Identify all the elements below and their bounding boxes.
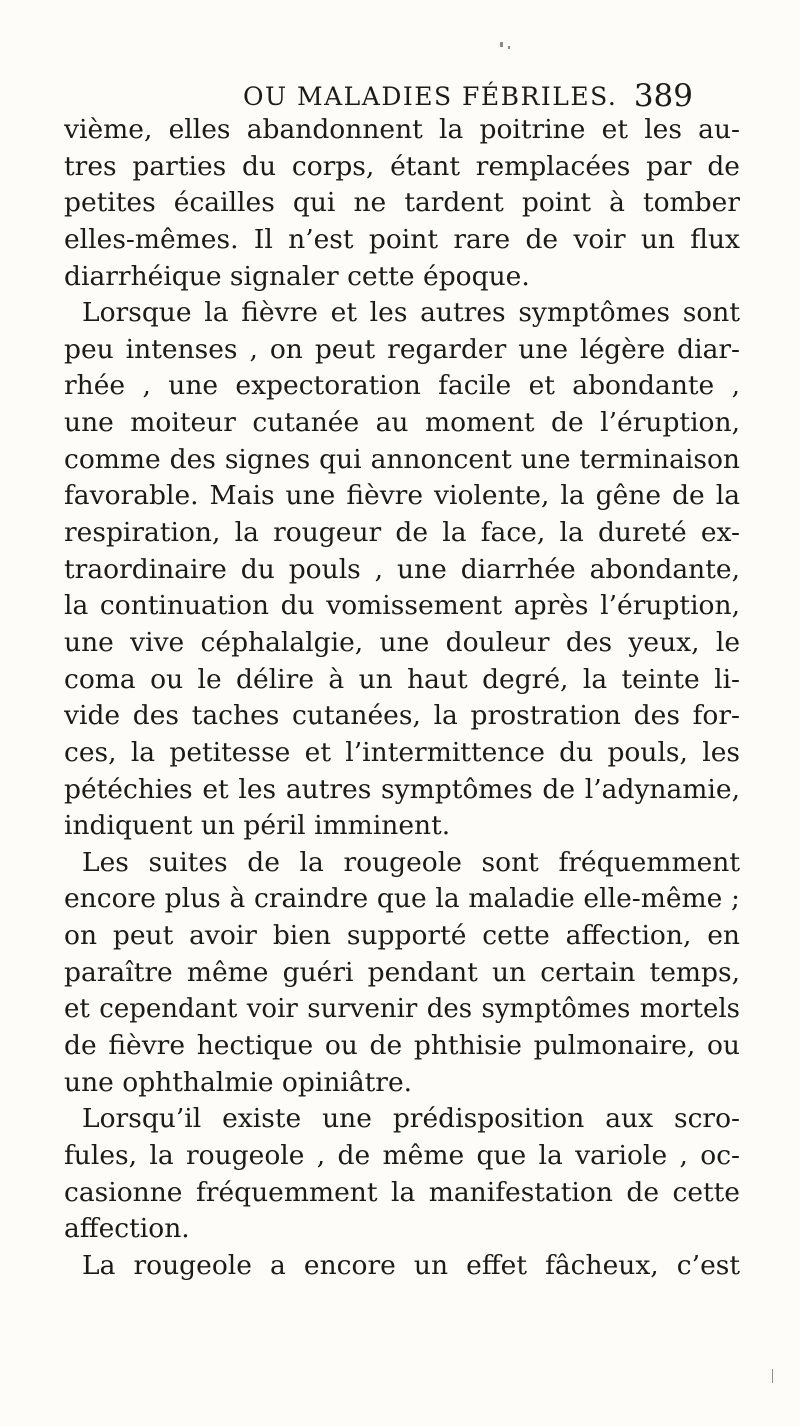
text-line: une moiteur cutanée au moment de l’éruption, xyxy=(64,407,740,439)
text-line: vide des taches cutanées, la prostration des for- xyxy=(64,700,740,732)
text-line: paraître même guéri pendant un certain temps, xyxy=(64,956,740,988)
text-line: comme des signes qui annoncent une terminaison xyxy=(64,443,740,475)
text-line: Lorsque la fièvre et les autres symptômes sont xyxy=(82,297,740,329)
text-line: tres parties du corps, étant remplacées par de xyxy=(64,150,740,182)
text-line: et cependant voir survenir des symptômes mortels xyxy=(64,994,740,1025)
text-line: encore plus à craindre que la maladie elle-même ; xyxy=(64,883,740,915)
text-line: fules, la rougeole , de même que la variole , oc- xyxy=(64,1139,740,1171)
text-line: Les suites de la rougeole sont fréquemment xyxy=(82,846,740,878)
text-line: on peut avoir bien supporté cette affection, en xyxy=(64,920,740,952)
text-line: respiration, la rougeur de la face, la dureté ex- xyxy=(64,517,740,549)
print-speck xyxy=(500,42,503,47)
running-title: OU MALADIES FÉBRILES. xyxy=(243,82,618,111)
text-line: favorable. Mais une fièvre violente, la gêne de la xyxy=(64,480,740,512)
text-line: ces, la petitesse et l’intermittence du pouls, les xyxy=(64,736,740,768)
text-line: indiquent un péril imminent. xyxy=(64,810,451,842)
print-speck xyxy=(772,1369,773,1383)
page-number: 389 xyxy=(633,78,693,114)
text-line: traordinaire du pouls , une diarrhée abondante, xyxy=(64,553,740,585)
text-line: peu intenses , on peut regarder une légère diar- xyxy=(64,333,740,365)
text-line: rhée , une expectoration facile et abondante , xyxy=(64,370,740,402)
text-line: petites écailles qui ne tardent point à tomber xyxy=(64,187,740,219)
text-line: Lorsqu’il existe une prédisposition aux scro- xyxy=(82,1103,740,1135)
text-line: diarrhéique signaler cette époque. xyxy=(64,260,530,292)
text-line: vième, elles abandonnent la poitrine et les au- xyxy=(64,114,740,145)
text-line: de fièvre hectique ou de phthisie pulmonaire, ou xyxy=(64,1030,740,1062)
text-line: affection. xyxy=(64,1213,190,1245)
text-line: la continuation du vomissement après l’éruption, xyxy=(64,590,740,622)
text-line: pétéchies et les autres symptômes de l’adynamie, xyxy=(64,773,740,805)
text-line: casionne fréquemment la manifestation de cette xyxy=(64,1176,740,1208)
body-text xyxy=(64,112,740,1285)
text-line: une ophthalmie opiniâtre. xyxy=(64,1066,413,1098)
text-line: La rougeole a encore un effet fâcheux, c’est xyxy=(82,1249,740,1281)
print-speck xyxy=(508,46,510,49)
text-line: coma ou le délire à un haut degré, la teinte li- xyxy=(64,663,740,695)
text-line: elles-mêmes. Il n’est point rare de voir un flux xyxy=(64,223,740,255)
text-line: une vive céphalalgie, une douleur des yeux, le xyxy=(64,626,740,658)
